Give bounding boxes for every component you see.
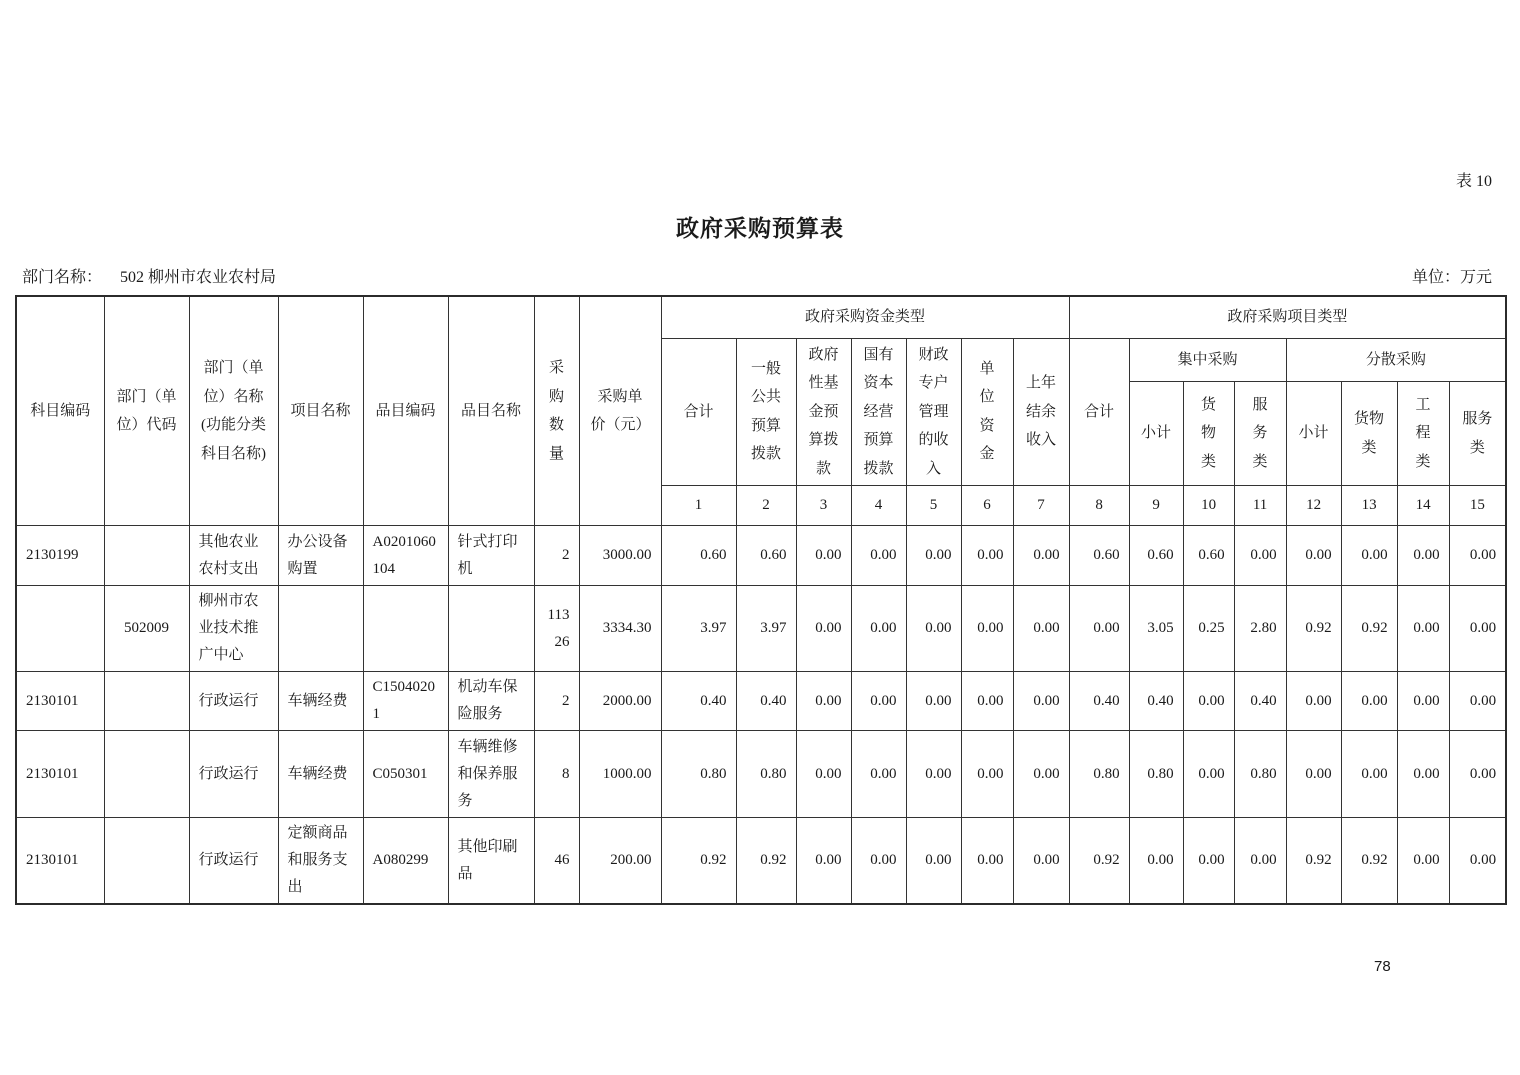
header-subject-code: 科目编码 xyxy=(16,296,104,526)
header-general-budget: 一般公共预算拨款 xyxy=(736,338,796,486)
table-cell: A080299 xyxy=(363,818,448,905)
table-cell: 0.80 xyxy=(736,731,796,818)
table-cell: 0.80 xyxy=(1069,731,1129,818)
table-cell: 针式打印机 xyxy=(448,526,534,586)
column-number: 13 xyxy=(1341,486,1397,526)
table-cell: 0.00 xyxy=(1069,586,1129,672)
header-prior-year-surplus: 上年结余收入 xyxy=(1013,338,1069,486)
table-cell: 0.00 xyxy=(851,526,906,586)
header-decentralized-goods: 货物类 xyxy=(1341,382,1397,486)
table-cell: 0.00 xyxy=(1341,526,1397,586)
column-number: 12 xyxy=(1286,486,1341,526)
header-fund-type-group: 政府采购资金类型 xyxy=(661,296,1069,338)
table-cell xyxy=(363,586,448,672)
table-cell: 0.00 xyxy=(906,526,961,586)
table-cell: 0.00 xyxy=(961,586,1013,672)
table-cell: 0.00 xyxy=(961,672,1013,731)
table-cell: C15040201 xyxy=(363,672,448,731)
header-state-capital-budget: 国有资本经营预算拨款 xyxy=(851,338,906,486)
table-cell: 0.00 xyxy=(1183,818,1234,905)
table-cell xyxy=(104,731,189,818)
table-cell: 0.00 xyxy=(1449,526,1506,586)
table-cell: 0.00 xyxy=(1449,672,1506,731)
table-cell xyxy=(104,672,189,731)
table-cell: 0.92 xyxy=(1069,818,1129,905)
table-cell: 0.00 xyxy=(851,731,906,818)
table-cell: 1000.00 xyxy=(579,731,661,818)
table-cell: 0.40 xyxy=(1234,672,1286,731)
table-cell: 3.97 xyxy=(661,586,736,672)
table-cell: 0.00 xyxy=(851,818,906,905)
column-number: 1 xyxy=(661,486,736,526)
department-value: 502 柳州市农业农村局 xyxy=(120,269,277,286)
column-number: 5 xyxy=(906,486,961,526)
table-cell: 0.00 xyxy=(961,818,1013,905)
page-number: 78 xyxy=(1374,958,1391,975)
table-cell: 办公设备购置 xyxy=(278,526,363,586)
table-cell: 0.00 xyxy=(1397,586,1449,672)
table-cell xyxy=(448,586,534,672)
department-name xyxy=(22,264,276,287)
table-cell: 0.00 xyxy=(1286,731,1341,818)
column-number: 10 xyxy=(1183,486,1234,526)
column-number: 11 xyxy=(1234,486,1286,526)
meta-row xyxy=(22,264,1492,287)
table-cell: 2130101 xyxy=(16,672,104,731)
column-number: 8 xyxy=(1069,486,1129,526)
department-label: 部门名称： xyxy=(22,269,103,286)
table-cell: 0.80 xyxy=(1129,731,1183,818)
table-cell: 0.00 xyxy=(1183,731,1234,818)
page-title: 政府采购预算表 xyxy=(676,216,844,241)
table-cell: 0.40 xyxy=(736,672,796,731)
table-cell: 0.00 xyxy=(796,586,851,672)
table-body xyxy=(16,526,1506,905)
table-cell: 0.92 xyxy=(1341,586,1397,672)
column-number: 6 xyxy=(961,486,1013,526)
table-cell: 0.40 xyxy=(661,672,736,731)
column-number: 3 xyxy=(796,486,851,526)
table-cell: 0.00 xyxy=(906,672,961,731)
table-row xyxy=(16,526,1506,586)
table-cell: 车辆维修和保养服务 xyxy=(448,731,534,818)
table-cell: 2 xyxy=(534,526,579,586)
table-cell: 46 xyxy=(534,818,579,905)
table-cell: 0.00 xyxy=(1013,731,1069,818)
header-project-total: 合计 xyxy=(1069,338,1129,486)
table-cell: 0.60 xyxy=(1129,526,1183,586)
column-number: 9 xyxy=(1129,486,1183,526)
table-cell: 0.25 xyxy=(1183,586,1234,672)
table-cell: 2 xyxy=(534,672,579,731)
table-cell: 0.60 xyxy=(661,526,736,586)
table-cell: 0.80 xyxy=(661,731,736,818)
column-number: 15 xyxy=(1449,486,1506,526)
header-centralized-goods: 货物类 xyxy=(1183,382,1234,486)
header-decentralized-services: 服务类 xyxy=(1449,382,1506,486)
table-cell xyxy=(16,586,104,672)
table-cell: 0.92 xyxy=(1341,818,1397,905)
header-decentralized-group: 分散采购 xyxy=(1286,338,1506,382)
table-cell: 0.00 xyxy=(796,818,851,905)
table-cell: 0.00 xyxy=(1449,818,1506,905)
table-cell: C050301 xyxy=(363,731,448,818)
table-cell: 0.00 xyxy=(1013,672,1069,731)
table-cell: 0.00 xyxy=(796,731,851,818)
table-cell: 0.00 xyxy=(1397,526,1449,586)
table-cell: 其他印刷品 xyxy=(448,818,534,905)
table-cell: 0.92 xyxy=(1286,818,1341,905)
table-row xyxy=(16,731,1506,818)
table-cell: 0.00 xyxy=(961,526,1013,586)
header-project-name: 项目名称 xyxy=(278,296,363,526)
header-item-name: 品目名称 xyxy=(448,296,534,526)
table-cell: 3.97 xyxy=(736,586,796,672)
sheet-tag: 表 10 xyxy=(1455,173,1492,190)
table-cell: 0.00 xyxy=(1183,672,1234,731)
table-cell: 0.00 xyxy=(1341,731,1397,818)
table-cell: 8 xyxy=(534,731,579,818)
table-cell: 0.60 xyxy=(1069,526,1129,586)
table-cell: 0.00 xyxy=(1013,586,1069,672)
table-cell: 0.00 xyxy=(1286,526,1341,586)
header-fund-total: 合计 xyxy=(661,338,736,486)
table-cell: 车辆经费 xyxy=(278,731,363,818)
table-cell: 0.00 xyxy=(1341,672,1397,731)
table-cell: 0.00 xyxy=(1286,672,1341,731)
header-fiscal-account-income: 财政专户管理的收入 xyxy=(906,338,961,486)
table-cell: 0.92 xyxy=(1286,586,1341,672)
table-cell: 其他农业农村支出 xyxy=(189,526,278,586)
header-dept-code: 部门（单位）代码 xyxy=(104,296,189,526)
header-purchase-qty: 采购数量 xyxy=(534,296,579,526)
table-cell: 2000.00 xyxy=(579,672,661,731)
table-cell xyxy=(278,586,363,672)
column-number: 14 xyxy=(1397,486,1449,526)
header-item-code: 品目编码 xyxy=(363,296,448,526)
table-cell: 行政运行 xyxy=(189,672,278,731)
table-cell: 0.00 xyxy=(851,586,906,672)
table-cell: 行政运行 xyxy=(189,731,278,818)
table-cell: 0.00 xyxy=(796,526,851,586)
header-centralized-subtotal: 小计 xyxy=(1129,382,1183,486)
table-row xyxy=(16,586,1506,672)
header-unit-price: 采购单价（元） xyxy=(579,296,661,526)
table-cell: 3000.00 xyxy=(579,526,661,586)
header-centralized-group: 集中采购 xyxy=(1129,338,1286,382)
table-cell: 3334.30 xyxy=(579,586,661,672)
table-cell: A0201060104 xyxy=(363,526,448,586)
table-cell: 0.00 xyxy=(1013,818,1069,905)
table-cell: 3.05 xyxy=(1129,586,1183,672)
table-cell: 0.00 xyxy=(1397,672,1449,731)
table-cell: 0.40 xyxy=(1129,672,1183,731)
table-cell: 0.40 xyxy=(1069,672,1129,731)
table-row xyxy=(16,818,1506,905)
header-gov-fund-budget: 政府性基金预算拨款 xyxy=(796,338,851,486)
table-cell xyxy=(104,526,189,586)
table-cell: 0.00 xyxy=(1129,818,1183,905)
table-cell: 0.92 xyxy=(661,818,736,905)
unit-label: 单位：万元 xyxy=(1411,269,1492,286)
table-cell: 0.00 xyxy=(1397,731,1449,818)
table-cell: 0.00 xyxy=(851,672,906,731)
table-cell: 200.00 xyxy=(579,818,661,905)
table-cell: 0.80 xyxy=(1234,731,1286,818)
table-cell: 0.00 xyxy=(796,672,851,731)
table-cell: 11326 xyxy=(534,586,579,672)
table-cell: 柳州市农业技术推广中心 xyxy=(189,586,278,672)
table-cell: 0.00 xyxy=(906,586,961,672)
table-cell: 0.00 xyxy=(906,818,961,905)
header-row-groups xyxy=(16,296,1506,338)
procurement-budget-table xyxy=(15,295,1507,905)
header-decentralized-subtotal: 小计 xyxy=(1286,382,1341,486)
header-unit-funds: 单位资金 xyxy=(961,338,1013,486)
table-cell: 0.60 xyxy=(736,526,796,586)
table-cell: 0.60 xyxy=(1183,526,1234,586)
table-cell: 行政运行 xyxy=(189,818,278,905)
column-number: 2 xyxy=(736,486,796,526)
table-cell: 0.00 xyxy=(1449,586,1506,672)
table-cell: 0.92 xyxy=(736,818,796,905)
header-dept-name: 部门（单位）名称(功能分类科目名称) xyxy=(189,296,278,526)
header-decentralized-works: 工程类 xyxy=(1397,382,1449,486)
column-number: 7 xyxy=(1013,486,1069,526)
table-cell: 0.00 xyxy=(1397,818,1449,905)
table-cell: 定额商品和服务支出 xyxy=(278,818,363,905)
table-cell: 0.00 xyxy=(906,731,961,818)
table-cell: 502009 xyxy=(104,586,189,672)
header-project-type-group: 政府采购项目类型 xyxy=(1069,296,1506,338)
table-cell: 0.00 xyxy=(1013,526,1069,586)
table-row xyxy=(16,672,1506,731)
table-cell: 2130101 xyxy=(16,731,104,818)
table-cell: 车辆经费 xyxy=(278,672,363,731)
table-cell xyxy=(104,818,189,905)
column-number: 4 xyxy=(851,486,906,526)
table-cell: 0.00 xyxy=(961,731,1013,818)
header-centralized-services: 服务类 xyxy=(1234,382,1286,486)
table-cell: 0.00 xyxy=(1234,818,1286,905)
table-cell: 机动车保险服务 xyxy=(448,672,534,731)
table-cell: 0.00 xyxy=(1234,526,1286,586)
table-cell: 2130101 xyxy=(16,818,104,905)
table-cell: 2.80 xyxy=(1234,586,1286,672)
table-cell: 2130199 xyxy=(16,526,104,586)
table-cell: 0.00 xyxy=(1449,731,1506,818)
